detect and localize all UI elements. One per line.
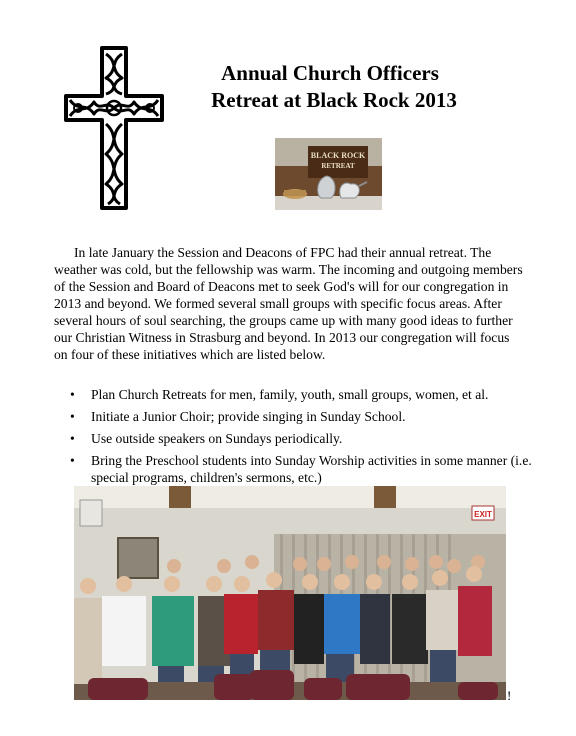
trailing-exclamation: ! (507, 688, 512, 703)
bullet-icon: • (70, 431, 75, 446)
initiative-text: Use outside speakers on Sundays periodically. (91, 431, 343, 446)
initiative-text: Bring the Preschool students into Sunday Worship activities in some manner (i.e. special programs, children's sermons, etc.) (91, 453, 532, 485)
bullet-icon: • (70, 409, 75, 424)
initiative-text: Plan Church Retreats for men, family, youth, small groups, women, et al. (91, 387, 489, 402)
sign-text-line-1: BLACK ROCK (310, 151, 366, 160)
title-line-2: Retreat at Black Rock 2013 (211, 88, 457, 112)
initiative-text: Initiate a Junior Choir; provide singing in Sunday School. (91, 409, 406, 424)
list-item (54, 452, 534, 486)
exit-sign: EXIT (474, 510, 492, 519)
intro-paragraph: In late January the Session and Deacons of FPC had their annual retreat. The weather was cold, but the fellowship was warm. The incoming and outgoing members of the Session and Board of Deacons met to seek God's will for our congregation in 2013 and beyond. We formed several small groups with specific focus areas. After several hours of soul searching, the groups came up with many good ideas to further our Christian Witness in Strasburg and beyond. In 2013 our congregation will focus on four of these initiatives which are listed below. (54, 245, 523, 362)
bullet-icon: • (70, 387, 75, 402)
bullet-icon: • (70, 453, 75, 468)
list-item (54, 430, 534, 447)
initiatives-list (54, 386, 534, 491)
group-photo (74, 486, 506, 700)
list-item (54, 408, 534, 425)
list-item (54, 386, 534, 403)
page-title (180, 60, 480, 114)
title-line-1: Annual Church Officers (221, 61, 439, 85)
sign-text-line-2: RETREAT (321, 162, 355, 170)
celtic-cross-icon (58, 44, 170, 214)
retreat-sign-photo (275, 138, 382, 210)
